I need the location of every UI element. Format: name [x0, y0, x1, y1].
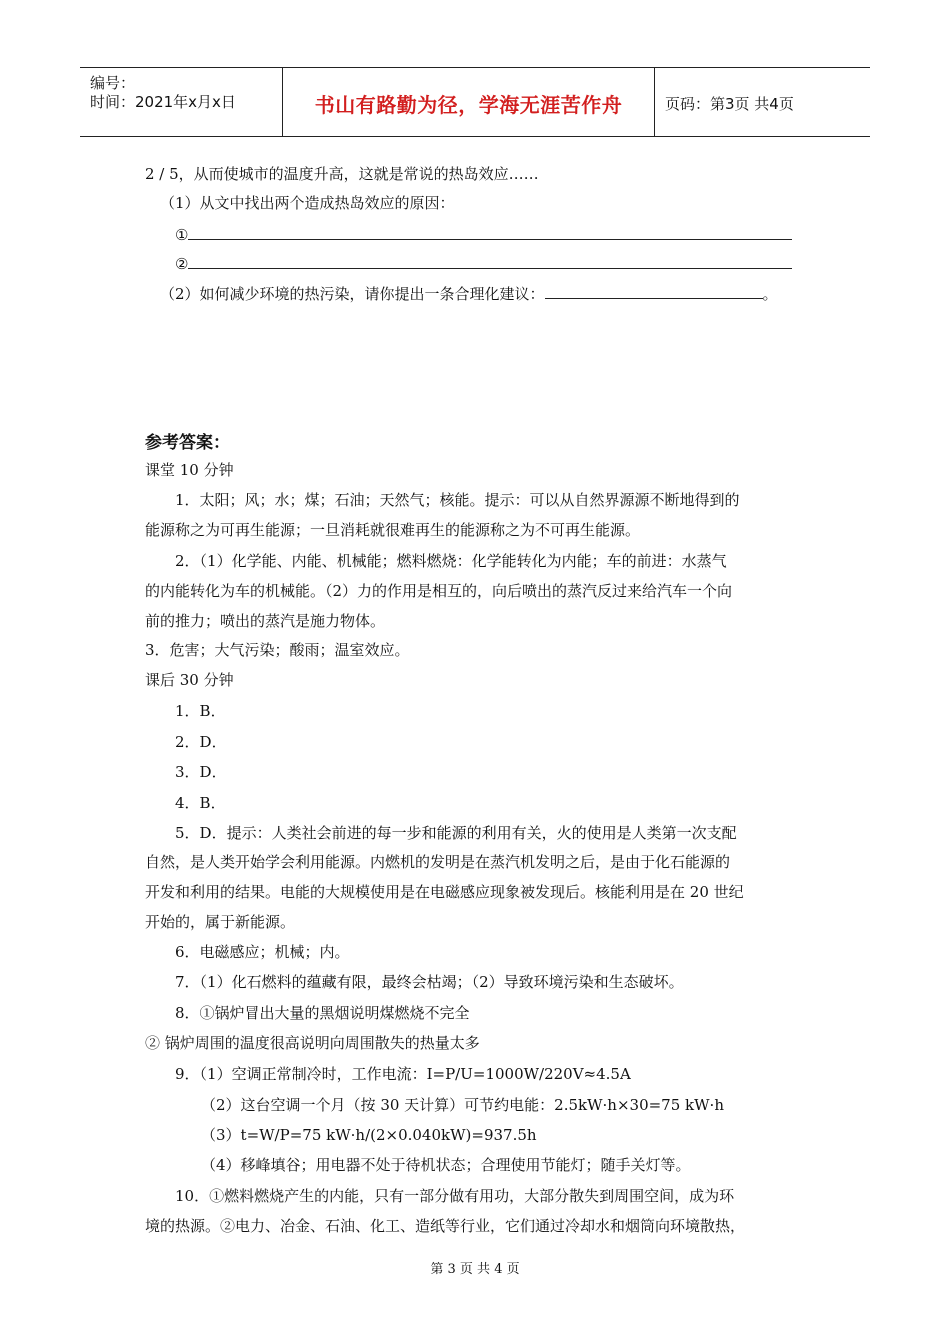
answer-line: ② 锅炉周围的温度很高说明向周围散失的热量太多 [145, 1034, 480, 1052]
answer-line: 3．D． [175, 763, 227, 781]
question-intro: 2 / 5，从而使城市的温度升高，这就是常说的热岛效应…… [145, 165, 539, 183]
answer-line: 2．D． [175, 733, 227, 751]
answer-line: 1．太阳；风；水；煤；石油；天然气；核能。提示：可以从自然界源源不断地得到的 [175, 491, 740, 509]
motto: 书山有路勤为径，学海无涯苦作舟 [314, 93, 623, 117]
blank-line-2 [188, 252, 792, 269]
answer-blank-1 [175, 223, 792, 245]
blank-line-3 [545, 282, 763, 299]
answer-line: 7．（1）化石燃料的蕴藏有限，最终会枯竭；（2）导致环境污染和生态破坏。 [175, 973, 684, 991]
header-page-cell [655, 68, 870, 136]
question-2 [160, 282, 778, 304]
time-label: 时间：2021年x月x日 [90, 93, 236, 111]
header-info-cell [80, 68, 283, 136]
blank-marker-2: ② [175, 255, 189, 273]
answer-line: 的内能转化为车的机械能。（2）力的作用是相互的，向后喷出的蒸汽反过来给汽车一个向 [145, 582, 733, 600]
page-label: 页码：第3页 共4页 [665, 95, 794, 113]
answer-line: 3．危害；大气污染；酸雨；温室效应。 [145, 641, 410, 659]
answer-line: 9．（1）空调正常制冷时，工作电流：I=P/U=1000W/220V≈4.5A [175, 1065, 631, 1083]
blank-line-1 [188, 223, 792, 240]
answer-line: 境的热源。②电力、冶金、石油、化工、造纸等行业，它们通过冷却水和烟筒向环境散热， [145, 1217, 746, 1235]
blank-marker-1: ① [175, 226, 189, 244]
answer-blank-2 [175, 252, 792, 274]
answer-line: （4）移峰填谷；用电器不处于待机状态；合理使用节能灯；随手关灯等。 [201, 1156, 691, 1174]
answer-line: 课后 30 分钟 [145, 671, 234, 689]
answer-line: 8．①锅炉冒出大量的黑烟说明煤燃烧不完全 [175, 1004, 470, 1022]
answer-line: 5．D．提示：人类社会前进的每一步和能源的利用有关，火的使用是人类第一次支配 [175, 824, 737, 842]
header-table [80, 67, 870, 137]
answer-line: 1．B． [175, 702, 226, 720]
answer-line: 能源称之为可再生能源；一旦消耗就很难再生的能源称之为不可再生能源。 [145, 521, 641, 539]
answer-line: 开始的，属于新能源。 [145, 913, 296, 931]
answer-line: 自然，是人类开始学会利用能源。内燃机的发明是在蒸汽机发明之后，是由于化石能源的 [145, 853, 731, 871]
question-1: （1）从文中找出两个造成热岛效应的原因： [160, 194, 455, 212]
answer-line: 课堂 10 分钟 [145, 461, 234, 479]
answer-line: 开发和利用的结果。电能的大规模使用是在电磁感应现象被发现后。核能利用是在 20 世纪 [145, 883, 744, 901]
header-motto-cell [283, 68, 655, 136]
question-2-end: 。 [762, 285, 778, 303]
answer-line: 前的推力；喷出的蒸汽是施力物体。 [145, 612, 386, 630]
answer-line: （3）t=W/P=75 kW·h/(2×0.040kW)=937.5h [201, 1126, 537, 1144]
answer-line: 2．（1）化学能、内能、机械能；燃料燃烧：化学能转化为内能；车的前进：水蒸气 [175, 552, 727, 570]
number-label: 编号： [90, 74, 136, 92]
answer-line: 6．电磁感应；机械；内。 [175, 943, 350, 961]
answer-line: 4．B． [175, 794, 226, 812]
answers-title: 参考答案： [145, 433, 230, 453]
answer-line: （2）这台空调一个月（按 30 天计算）可节约电能：2.5kW·h×30=75 kW·h [201, 1096, 724, 1114]
page-footer: 第 3 页 共 4 页 [430, 1262, 520, 1277]
question-2-text: （2）如何减少环境的热污染，请你提出一条合理化建议： [160, 285, 545, 303]
answer-line: 10．①燃料燃烧产生的内能，只有一部分做有用功，大部分散失到周围空间，成为环 [175, 1187, 735, 1205]
